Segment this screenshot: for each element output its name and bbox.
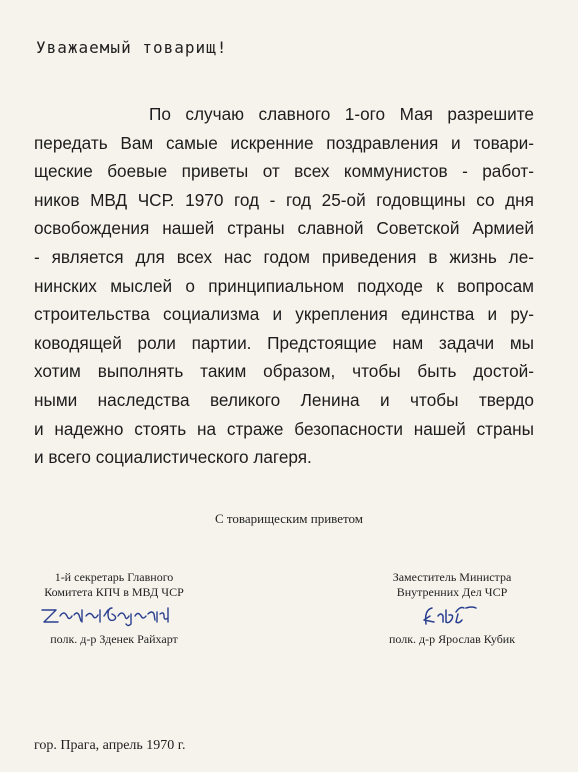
body-line: ников МВД ЧСР. 1970 год - год 25-ой годовщины со дня (34, 189, 534, 210)
signatory-right (342, 570, 562, 647)
signatory-name: полк. д-р Зденек Райхарт (50, 632, 178, 646)
salutation: Уважаемый товарищ! (36, 38, 228, 57)
body-line: ководящей роли партии. Предстоящие нам задачи мы (34, 332, 534, 353)
signatory-title: Заместитель Министра (392, 570, 512, 584)
body-line: освобождения нашей страны славной Советской Армией (34, 218, 534, 239)
handwritten-signature-left (0, 602, 228, 628)
closing-phrase: С товарищеским приветом (215, 511, 363, 526)
body-line: - является для всех нас годом приведения в жизнь ле- (34, 246, 534, 267)
signatory-title: 1-й секретарь Главного (54, 570, 174, 584)
body-line: ными наследства великого Ленина и чтобы твердо (34, 389, 534, 410)
body-line: передать Вам самые искренние поздравления и товари- (34, 132, 534, 153)
letter-body (34, 100, 534, 472)
body-line: и всего социалистического лагеря. (34, 447, 312, 468)
signatory-title: Внутренних Дел ЧСР (396, 585, 508, 599)
body-line: По случаю славного 1-ого Мая разрешите (149, 104, 534, 124)
signatory-title: Комитета КПЧ в МВД ЧСР (44, 585, 184, 599)
body-line: и надежно стоять на страже безопасности нашей страны (34, 418, 534, 439)
handwritten-signature-right (342, 602, 562, 628)
signatory-left (0, 570, 228, 647)
signatory-name: полк. д-р Ярослав Кубик (388, 632, 516, 646)
body-line: строительства социализма и укрепления единства и ру- (34, 304, 534, 325)
place-date: гор. Прага, апрель 1970 г. (34, 738, 186, 753)
body-line: нинских мыслей о принципиальном подходе к вопросам (34, 275, 534, 296)
body-line: щеские боевые приветы от всех коммунистов - работ- (34, 161, 534, 182)
body-line: хотим выполнять таким образом, чтобы быть достой- (34, 361, 534, 382)
